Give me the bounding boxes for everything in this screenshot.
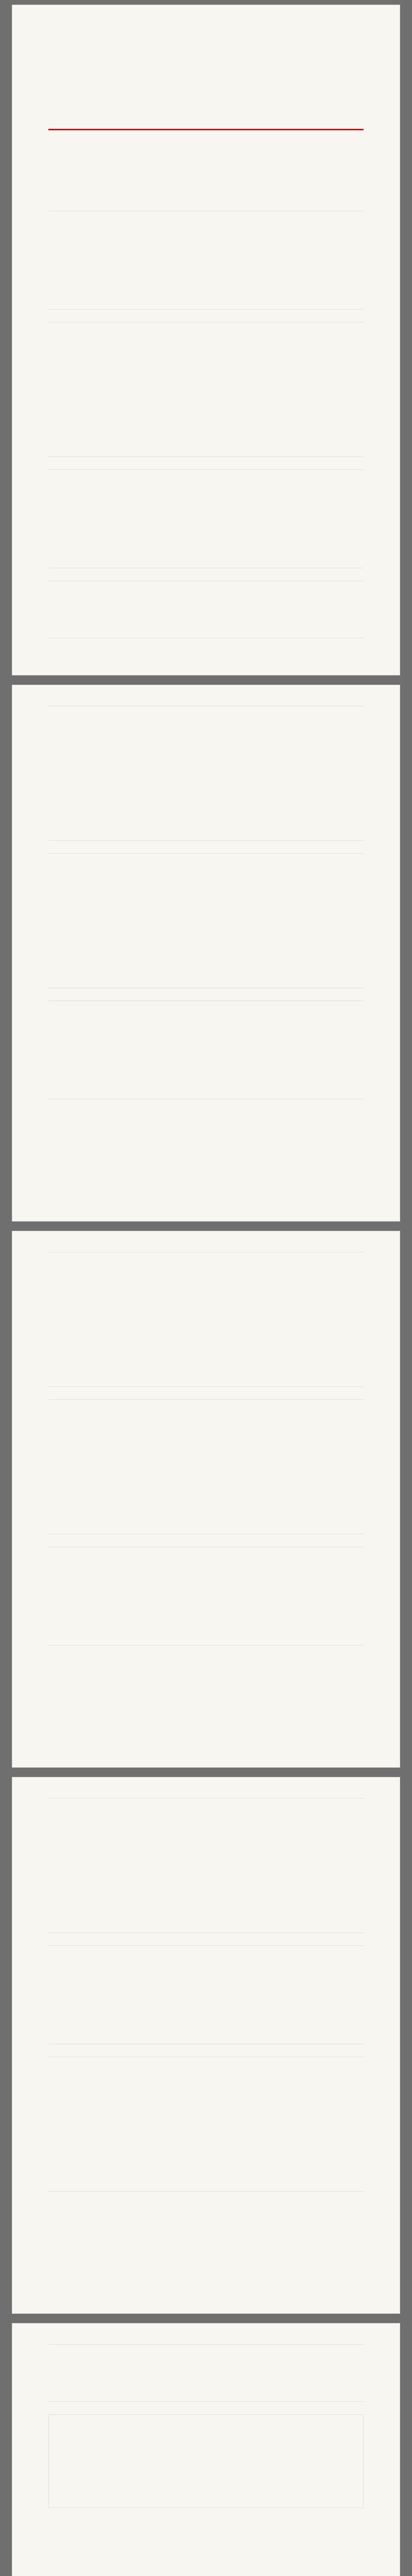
contact-block (48, 2414, 364, 2508)
page-3 (12, 1231, 400, 1767)
text-block (48, 2344, 364, 2402)
text-block (48, 1001, 364, 1099)
text-block (48, 1945, 364, 2044)
document-title (48, 143, 364, 198)
page-4 (12, 1777, 400, 2313)
page-2 (12, 685, 400, 1221)
text-block (48, 1547, 364, 1646)
page-5 (12, 2324, 400, 2576)
text-block (48, 211, 364, 310)
text-block (48, 322, 364, 457)
text-block (48, 2057, 364, 2192)
text-block (48, 706, 364, 841)
text-block (48, 581, 364, 638)
page-1 (12, 5, 400, 675)
red-rule (48, 129, 364, 130)
text-block (48, 469, 364, 568)
text-block (48, 1399, 364, 1534)
text-block (48, 1252, 364, 1387)
text-block (48, 1798, 364, 1933)
masthead (48, 41, 364, 103)
document-number (48, 110, 364, 123)
text-block (48, 853, 364, 988)
